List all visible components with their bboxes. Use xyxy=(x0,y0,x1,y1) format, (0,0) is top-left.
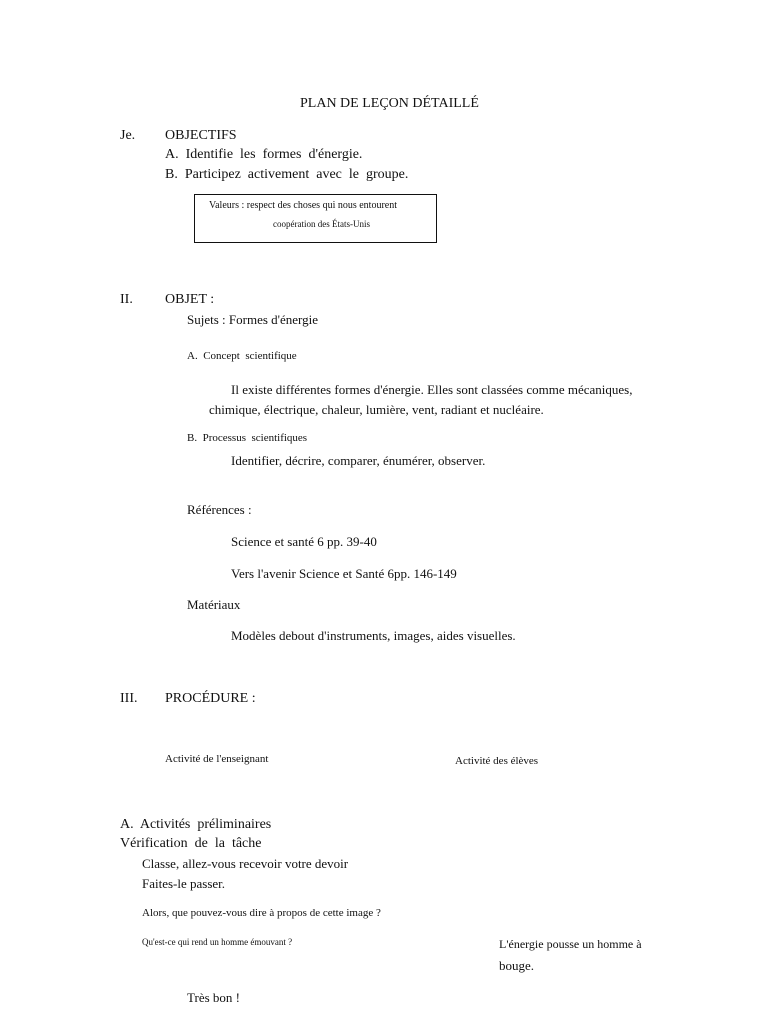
question-1: Alors, que pouvez-vous dire à propos de cette image ? xyxy=(142,907,381,919)
reference-2: Vers l'avenir Science et Santé 6pp. 146-149 xyxy=(231,566,457,581)
materials-heading: Matériaux xyxy=(187,597,241,612)
section-3-heading: PROCÉDURE : xyxy=(165,691,256,706)
materials-text: Modèles debout d'instruments, images, aides visuelles. xyxy=(231,628,516,643)
concept-line-1: Il existe différentes formes d'énergie. Elles sont classées comme mécaniques, xyxy=(231,382,633,397)
references-heading: Références : xyxy=(187,502,252,517)
page-title: PLAN DE LEÇON DÉTAILLÉ xyxy=(300,96,479,111)
pass-line: Faites-le passer. xyxy=(142,876,226,891)
preliminary-activities-heading: A. Activités préliminaires xyxy=(120,817,272,832)
students-column-heading: Activité des élèves xyxy=(455,755,539,767)
homework-line: Classe, allez-vous recevoir votre devoir xyxy=(142,856,349,871)
praise-line: Très bon ! xyxy=(187,990,240,1005)
section-2-heading: OBJET : xyxy=(165,292,215,307)
concept-line-2: chimique, électrique, chaleur, lumière, vent, radiant et nucléaire. xyxy=(209,402,544,417)
answer-line-2: bouge. xyxy=(499,958,535,973)
objective-a: A. Identifie les formes d'énergie. xyxy=(165,147,363,162)
process-text: Identifier, décrire, comparer, énumérer, observer. xyxy=(231,453,486,468)
task-check-heading: Vérification de la tâche xyxy=(120,836,262,851)
concept-heading: A. Concept scientifique xyxy=(187,350,297,362)
question-2: Qu'est-ce qui rend un homme émouvant ? xyxy=(142,937,293,947)
values-box xyxy=(194,194,437,243)
values-line-1: Valeurs : respect des choses qui nous entourent xyxy=(209,200,398,211)
section-2-numeral: II. xyxy=(120,292,133,307)
objective-b: B. Participez activement avec le groupe. xyxy=(165,167,409,182)
values-line-2: coopération des États-Unis xyxy=(273,219,370,229)
subjects-line: Sujets : Formes d'énergie xyxy=(187,312,319,327)
section-1-heading: OBJECTIFS xyxy=(165,128,237,143)
section-3-numeral: III. xyxy=(120,691,138,706)
answer-line-1: L'énergie pousse un homme à xyxy=(499,937,642,951)
teacher-column-heading: Activité de l'enseignant xyxy=(165,753,269,765)
section-1-numeral: Je. xyxy=(120,128,136,143)
reference-1: Science et santé 6 pp. 39-40 xyxy=(231,534,377,549)
process-heading: B. Processus scientifiques xyxy=(187,432,308,444)
